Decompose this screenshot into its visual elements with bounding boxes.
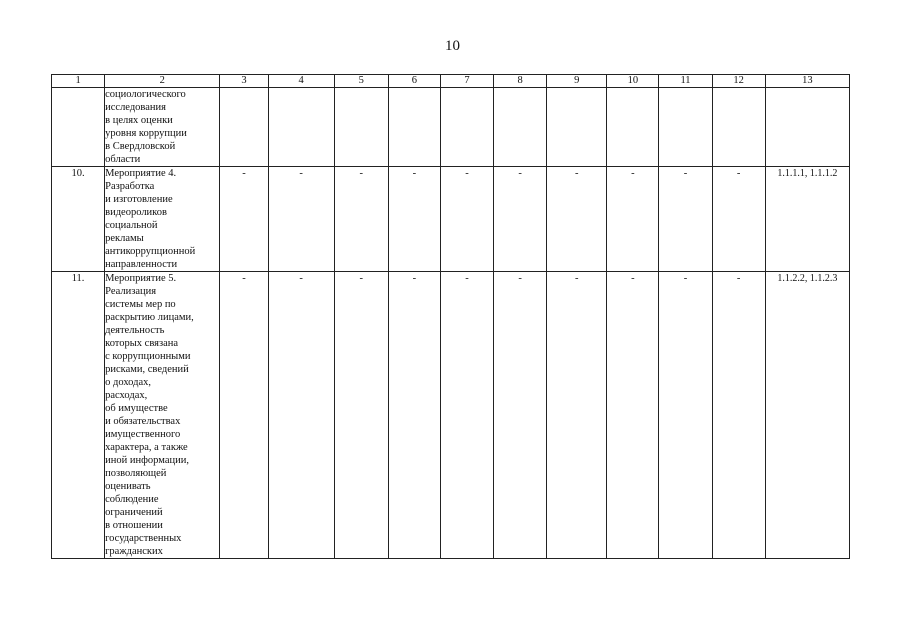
description-line: Мероприятие 4.: [105, 168, 177, 179]
description-line: и обязательствах: [105, 416, 181, 427]
header-cell: 12: [712, 75, 765, 88]
description-line: уровня коррупции: [105, 128, 187, 139]
activity-description: [105, 272, 220, 559]
description-line: расходах,: [105, 390, 148, 401]
description-line: направленности: [105, 259, 178, 270]
header-cell: 7: [440, 75, 493, 88]
header-cell: 9: [547, 75, 607, 88]
description-line: о доходах,: [105, 377, 152, 388]
value-cell: [547, 88, 607, 167]
description-line: в отношении: [105, 520, 163, 531]
description-line: видеороликов: [105, 207, 167, 218]
header-cell: 5: [334, 75, 388, 88]
value-cell: [268, 88, 334, 167]
value-cell: -: [659, 167, 712, 272]
header-cell: 2: [105, 75, 220, 88]
header-cell: 3: [220, 75, 268, 88]
value-cell: [494, 88, 547, 167]
description-line: в целях оценки: [105, 115, 173, 126]
target-indicator-refs: 1.1.1.1, 1.1.1.2: [765, 167, 849, 272]
description-line: исследования: [105, 102, 166, 113]
value-cell: -: [494, 167, 547, 272]
description-line: об имуществе: [105, 403, 168, 414]
description-line: оценивать: [105, 481, 151, 492]
value-cell: [607, 88, 659, 167]
description-line: ограничений: [105, 507, 163, 518]
header-cell: 1: [52, 75, 105, 88]
row-number: 10.: [52, 167, 105, 272]
description-line: характера, а также: [105, 442, 188, 453]
description-line: Реализация: [105, 286, 157, 297]
description-line: которых связана: [105, 338, 179, 349]
description-line: государственных: [105, 533, 182, 544]
description-line: деятельность: [105, 325, 165, 336]
description-line: иной информации,: [105, 455, 189, 466]
table-body: [52, 88, 850, 559]
header-row: [52, 75, 850, 88]
value-cell: -: [607, 167, 659, 272]
header-cell: 6: [388, 75, 440, 88]
value-cell: [659, 88, 712, 167]
description-line: с коррупционными: [105, 351, 191, 362]
value-cell: [220, 88, 268, 167]
description-line: имущественного: [105, 429, 181, 440]
value-cell: [440, 88, 493, 167]
value-cell: [388, 88, 440, 167]
value-cell: -: [659, 272, 712, 559]
value-cell: -: [607, 272, 659, 559]
description-line: соблюдение: [105, 494, 159, 505]
value-cell: -: [440, 272, 493, 559]
header-cell: 10: [607, 75, 659, 88]
description-line: позволяющей: [105, 468, 167, 479]
value-cell: -: [268, 272, 334, 559]
value-cell: -: [547, 272, 607, 559]
header-cell: 11: [659, 75, 712, 88]
value-cell: -: [388, 167, 440, 272]
description-line: Разработка: [105, 181, 155, 192]
value-cell: -: [334, 167, 388, 272]
header-cell: 4: [268, 75, 334, 88]
description-line: социальной: [105, 220, 158, 231]
description-line: в Свердловской: [105, 141, 176, 152]
description-line: и изготовление: [105, 194, 173, 205]
description-line: раскрытию лицами,: [105, 312, 194, 323]
row-number: [52, 88, 105, 167]
activity-description: [105, 88, 220, 167]
value-cell: -: [220, 167, 268, 272]
value-cell: -: [268, 167, 334, 272]
activity-description: [105, 167, 220, 272]
value-cell: -: [547, 167, 607, 272]
table-row: [52, 167, 850, 272]
value-cell: -: [712, 167, 765, 272]
description-line: рисками, сведений: [105, 364, 189, 375]
header-cell: 8: [494, 75, 547, 88]
page-number: 10: [445, 38, 460, 54]
value-cell: -: [388, 272, 440, 559]
table-row: [52, 88, 850, 167]
value-cell: -: [220, 272, 268, 559]
program-table: [51, 74, 850, 559]
row-number: 11.: [52, 272, 105, 559]
value-cell: [334, 88, 388, 167]
value-cell: -: [334, 272, 388, 559]
target-indicator-refs: [765, 88, 849, 167]
description-line: социологического: [105, 89, 186, 100]
value-cell: -: [494, 272, 547, 559]
description-line: гражданских: [105, 546, 163, 557]
header-cell: 13: [765, 75, 849, 88]
description-line: области: [105, 154, 141, 165]
table-row: [52, 272, 850, 559]
value-cell: -: [712, 272, 765, 559]
target-indicator-refs: 1.1.2.2, 1.1.2.3: [765, 272, 849, 559]
value-cell: -: [440, 167, 493, 272]
description-line: рекламы: [105, 233, 144, 244]
description-line: системы мер по: [105, 299, 176, 310]
description-line: антикоррупционной: [105, 246, 196, 257]
value-cell: [712, 88, 765, 167]
description-line: Мероприятие 5.: [105, 273, 177, 284]
